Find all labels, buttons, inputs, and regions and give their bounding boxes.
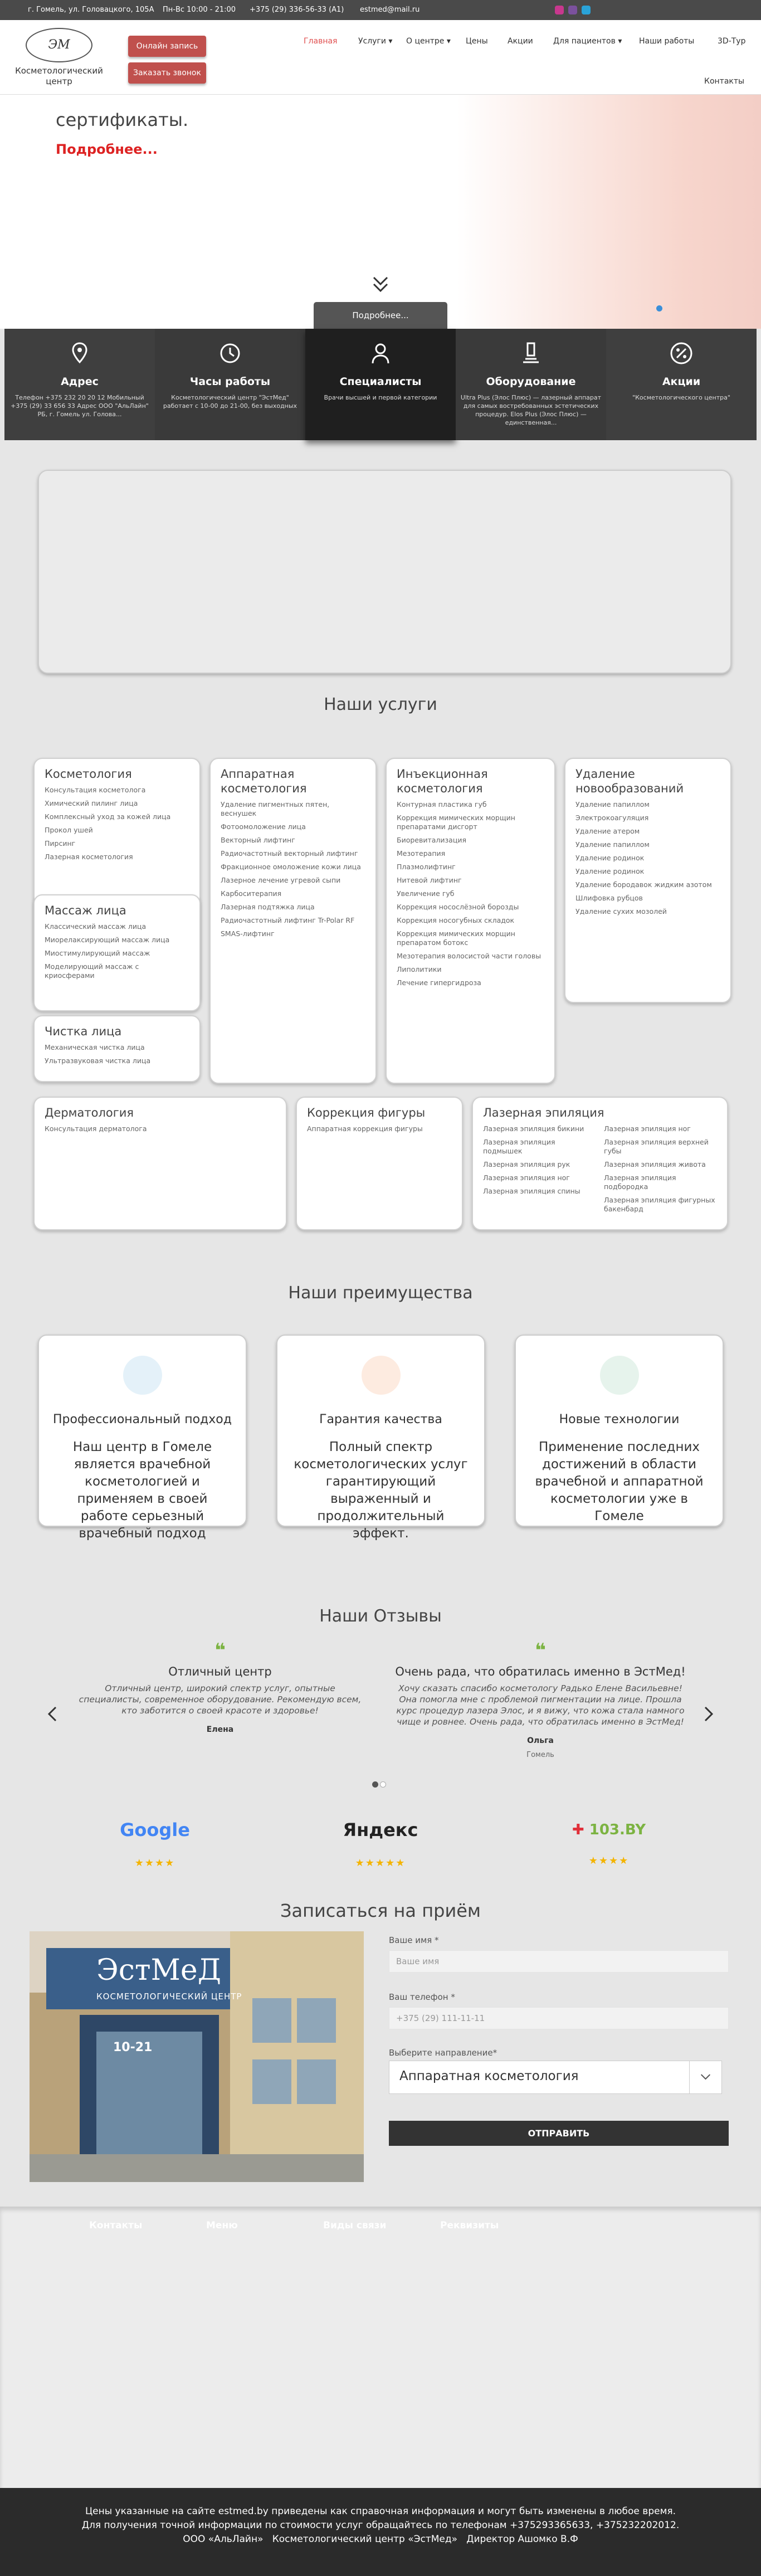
rating-google[interactable] bbox=[99, 1819, 211, 1869]
photo-hours: 10-21 bbox=[113, 2041, 153, 2054]
nav-services-label: Услуги bbox=[358, 37, 386, 46]
strip-address[interactable] bbox=[4, 329, 155, 440]
service-link[interactable]: Лазерная эпиляция верхней губы bbox=[604, 1138, 709, 1155]
order-call-button[interactable]: Заказать звонок bbox=[128, 62, 206, 84]
service-link[interactable]: Удаление пигментных пятен, веснушек bbox=[221, 800, 330, 817]
review-text: Хочу сказать спасибо косметологу Радько Елене Васильевне! Она помогла мне с проблемой пигментации на лице. Прошла курс процедур лазера Элос, и я вижу, что кожа стала намного чище и ровнее. Очень рада, что обратилась именно в ЭстМед! bbox=[396, 1683, 685, 1727]
chevron-left-icon[interactable] bbox=[47, 1705, 58, 1723]
name-label: Ваше имя * bbox=[389, 1935, 439, 1945]
review-text: Отличный центр, широкий спектр услуг, опытные специалисты, современное оборудование. Рекомендую всем, кто заботится о своей красоте и здоровье! bbox=[79, 1683, 362, 1716]
service-link[interactable]: Лазерная эпиляция спины bbox=[483, 1187, 580, 1195]
service-link[interactable]: Удаление сухих мозолей bbox=[575, 907, 667, 916]
advantage-title: Профессиональный подход bbox=[53, 1413, 232, 1426]
service-link[interactable]: SMAS-лифтинг bbox=[221, 929, 275, 938]
strip-title: Специалисты bbox=[339, 376, 422, 388]
review-dots[interactable] bbox=[372, 1781, 389, 1788]
service-link[interactable]: Ультразвуковая чистка лица bbox=[45, 1056, 151, 1065]
service-link[interactable]: Лечение гипергидроза bbox=[397, 978, 481, 987]
advantages-title: Наши преимущества bbox=[288, 1283, 473, 1303]
strip-text: Ultra Plus (Элос Плюс) — лазерный аппарат для самых востребованных эстетических процедур. Elos Plus (Элос Плюс) — единственная... bbox=[460, 394, 602, 426]
percent-icon bbox=[668, 340, 695, 367]
equipment-icon bbox=[518, 340, 544, 367]
service-card-laser[interactable] bbox=[472, 1097, 728, 1230]
contact-notice-text: Для получения точной информации по стоимости услуг обращайтесь по телефонам +375293365633, +375232202012. bbox=[81, 2520, 680, 2531]
review-author: Ольга bbox=[527, 1736, 554, 1745]
service-link[interactable]: Консультация косметолога bbox=[45, 786, 146, 794]
service-link[interactable]: Фотоомоложение лица bbox=[221, 822, 306, 831]
service-link[interactable]: Удаление бородавок жидким азотом bbox=[575, 880, 712, 889]
photo-subtitle: КОСМЕТОЛОГИЧЕСКИЙ ЦЕНТР bbox=[96, 1991, 242, 2002]
footer-col-contacts: Контакты bbox=[89, 2220, 143, 2231]
technology-icon bbox=[600, 1356, 639, 1395]
service-card-title: Косметология bbox=[45, 767, 132, 781]
direction-value: Аппаратная косметология bbox=[399, 2069, 579, 2083]
service-link[interactable]: Классический массаж лица bbox=[45, 922, 147, 931]
service-link[interactable]: Коррекция носослёзной борозды bbox=[397, 903, 519, 911]
rating-yandex[interactable] bbox=[325, 1819, 436, 1869]
review-title: Очень рада, что обратилась именно в ЭстМед! bbox=[395, 1665, 686, 1678]
103by-logo bbox=[553, 1822, 665, 1838]
service-card-figure[interactable] bbox=[296, 1097, 463, 1230]
online-booking-button[interactable]: Онлайн запись bbox=[128, 36, 206, 57]
logo[interactable] bbox=[14, 28, 104, 87]
slider-dot[interactable] bbox=[656, 305, 662, 311]
footer bbox=[0, 2207, 761, 2488]
viber-icon[interactable] bbox=[568, 6, 577, 14]
advantage-card bbox=[515, 1335, 724, 1527]
footer-col-requisites: Реквизиты bbox=[440, 2220, 499, 2231]
service-link[interactable]: Механическая чистка лица bbox=[45, 1043, 145, 1051]
review-title: Отличный центр bbox=[168, 1665, 272, 1678]
bottom-bar bbox=[0, 2488, 761, 2576]
services-title: Наши услуги bbox=[324, 695, 437, 714]
service-card-massage[interactable] bbox=[33, 894, 201, 1011]
rating-103by[interactable] bbox=[553, 1819, 665, 1867]
advantage-title: Гарантия качества bbox=[319, 1413, 442, 1426]
service-card-title: Инъекционная косметология bbox=[397, 767, 488, 795]
service-link[interactable]: Липолитики bbox=[397, 965, 442, 973]
service-card-dermatology[interactable] bbox=[33, 1097, 287, 1230]
top-bar bbox=[0, 0, 761, 20]
strip-title: Адрес bbox=[61, 376, 99, 388]
footer-col-communication: Виды связи bbox=[323, 2220, 387, 2231]
chevron-down-icon: ▾ bbox=[388, 37, 393, 46]
nav-works[interactable]: Наши работы bbox=[639, 37, 695, 46]
review-city: Гомель bbox=[526, 1751, 554, 1759]
strip-hours[interactable] bbox=[155, 329, 305, 440]
quote-icon: ❝ bbox=[535, 1639, 546, 1662]
hours-text: Пн-Вс 10:00 - 21:00 bbox=[163, 6, 236, 14]
service-link[interactable]: Лазерная эпиляция фигурных бакенбард bbox=[604, 1196, 715, 1213]
rating-stars: ★★★★ bbox=[588, 1855, 630, 1867]
clinic-photo bbox=[30, 1931, 364, 2182]
hero-text: сертификаты. bbox=[56, 109, 189, 130]
instagram-icon[interactable] bbox=[555, 6, 564, 14]
service-link[interactable]: Радиочастотный лифтинг Tr-Polar RF bbox=[221, 916, 355, 924]
submit-button[interactable]: ОТПРАВИТЬ bbox=[389, 2121, 729, 2146]
advantage-text: Применение последних достижений в области врачебной и аппаратной косметологии уже в Гомеле bbox=[535, 1440, 704, 1523]
strip-promotions[interactable] bbox=[606, 329, 757, 440]
form-title: Записаться на приём bbox=[280, 1900, 481, 1921]
service-link[interactable]: Консультация дерматолога bbox=[45, 1124, 147, 1133]
address-text: г. Гомель, ул. Головацкого, 105А bbox=[28, 6, 154, 14]
service-link[interactable]: Лазерная эпиляция подмышек bbox=[483, 1138, 555, 1155]
service-link[interactable]: Моделирующий массаж с криосферами bbox=[45, 962, 139, 980]
site-header bbox=[0, 20, 761, 95]
service-link[interactable]: Лазерная эпиляция подбородка bbox=[604, 1173, 676, 1191]
chevron-down-icon: ▾ bbox=[446, 37, 451, 46]
service-link[interactable]: Удаление папиллом bbox=[575, 840, 650, 849]
advantage-card bbox=[38, 1335, 247, 1541]
service-link[interactable]: Шлифовка рубцов bbox=[575, 894, 643, 902]
service-link[interactable]: Лазерная эпиляция рук bbox=[483, 1160, 570, 1168]
nav-3d-tour[interactable]: 3D-Тур bbox=[718, 37, 746, 46]
service-link[interactable]: Удаление папиллом bbox=[575, 800, 650, 809]
nav-about[interactable] bbox=[406, 37, 451, 46]
nav-patients[interactable] bbox=[553, 37, 622, 46]
service-link[interactable]: Прокол ушей bbox=[45, 826, 93, 834]
service-link[interactable]: Химический пилинг лица bbox=[45, 799, 138, 807]
service-link[interactable]: Контурная пластика губ bbox=[397, 800, 487, 809]
service-card-title: Массаж лица bbox=[45, 904, 126, 917]
service-link[interactable]: Карбоситерапия bbox=[221, 889, 282, 898]
service-link[interactable]: Мезотерапия bbox=[397, 849, 446, 858]
direction-select[interactable] bbox=[389, 2061, 722, 2094]
strip-title: Часы работы bbox=[189, 376, 271, 388]
logo-text: Косметологический центр bbox=[15, 66, 103, 86]
service-card-injection[interactable] bbox=[386, 758, 555, 1084]
review-card bbox=[390, 1639, 691, 1759]
location-icon bbox=[66, 340, 93, 367]
chevron-down-icon: ▾ bbox=[618, 37, 622, 46]
service-card-cleaning[interactable] bbox=[33, 1015, 201, 1082]
direction-label: Выберите направление* bbox=[389, 2048, 497, 2058]
rating-stars: ★★★★ bbox=[134, 1857, 175, 1869]
service-link[interactable]: Удаление родинок bbox=[575, 854, 645, 862]
specialist-icon bbox=[367, 340, 394, 367]
advantage-text: Наш центр в Гомеле является врачебной косметологией и применяем в своей работе серьезный врачебный подход bbox=[72, 1440, 212, 1541]
yandex-logo: Яндекс bbox=[343, 1819, 418, 1840]
google-logo: Google bbox=[120, 1819, 190, 1840]
clock-icon bbox=[217, 340, 243, 367]
nav-contacts[interactable]: Контакты bbox=[704, 77, 745, 86]
plus-icon: ✚ bbox=[572, 1822, 584, 1838]
service-link[interactable]: Увеличение губ bbox=[397, 889, 455, 898]
telegram-icon[interactable] bbox=[582, 6, 591, 14]
service-link[interactable]: Коррекция носогубных складок bbox=[397, 916, 515, 924]
hero-more-button[interactable]: Подробнее... bbox=[314, 302, 447, 329]
service-link[interactable]: Миорелаксирующий массаж лица bbox=[45, 936, 170, 944]
service-card-removal[interactable] bbox=[564, 758, 731, 1003]
service-link[interactable]: Удаление родинок bbox=[575, 867, 645, 875]
quality-icon bbox=[362, 1356, 401, 1395]
disclaimer-text: Цены указанные на сайте estmed.by приведены как справочная информация и могут быть изменены в любое время. bbox=[85, 2506, 676, 2517]
service-link[interactable]: Лазерная эпиляция ног bbox=[604, 1124, 691, 1133]
hero-more-link[interactable]: Подробнее... bbox=[56, 142, 158, 157]
103by-logo-text: 103.BY bbox=[589, 1822, 646, 1838]
phone-input[interactable]: +375 (29) 111-11-11 bbox=[389, 2007, 729, 2029]
service-link[interactable]: Пирсинг bbox=[45, 839, 76, 848]
strip-title: Акции bbox=[662, 376, 701, 388]
logo-mark-icon: ЭМ bbox=[26, 28, 92, 62]
name-input[interactable]: Ваше имя bbox=[389, 1950, 729, 1973]
service-link[interactable]: Лазерная подтяжка лица bbox=[221, 903, 315, 911]
service-link[interactable]: Радиочастотный векторный лифтинг bbox=[221, 849, 358, 858]
advantage-card bbox=[276, 1335, 485, 1541]
service-card-title: Аппаратная косметология bbox=[221, 767, 307, 795]
review-author: Елена bbox=[206, 1725, 234, 1734]
service-link[interactable]: Лазерная косметология bbox=[45, 853, 133, 861]
professional-icon bbox=[123, 1356, 162, 1395]
rating-stars: ★★★★★ bbox=[355, 1857, 406, 1869]
service-link[interactable]: Миостимулирующий массаж bbox=[45, 949, 150, 957]
strip-text: Косметологический центр "ЭстМед" работает с 10-00 до 21-00, без выходных bbox=[163, 394, 297, 410]
service-link[interactable]: Мезотерапия волосистой части головы bbox=[397, 952, 542, 960]
strip-text: "Косметологического центра" bbox=[632, 394, 730, 401]
service-card-title: Лазерная эпиляция bbox=[483, 1106, 604, 1119]
footer-col-menu: Меню bbox=[206, 2220, 238, 2231]
service-link[interactable]: Лазерная эпиляция ног bbox=[483, 1173, 570, 1182]
advantage-text: Полный спектр косметологических услуг гарантирующий выраженный и продолжительный эффект. bbox=[294, 1440, 468, 1541]
service-card-title: Удаление новообразований bbox=[575, 767, 684, 795]
nav-services[interactable] bbox=[358, 37, 392, 46]
hero-slider bbox=[0, 95, 761, 329]
strip-specialists[interactable] bbox=[305, 329, 456, 440]
nav-patients-label: Для пациентов bbox=[553, 37, 616, 46]
advantage-title: Новые технологии bbox=[559, 1413, 680, 1426]
map-frame[interactable] bbox=[38, 470, 731, 674]
service-link[interactable]: Лазерная эпиляция живота bbox=[604, 1160, 706, 1168]
phone-link[interactable]: +375 (29) 336-56-33 (A1) bbox=[250, 6, 344, 14]
email-link[interactable]: estmed@mail.ru bbox=[360, 6, 420, 14]
chevron-down-icon[interactable] bbox=[689, 2061, 721, 2093]
quote-icon: ❝ bbox=[214, 1639, 226, 1662]
service-link[interactable]: Лазерное лечение угревой сыпи bbox=[221, 876, 341, 884]
double-chevron-down-icon[interactable] bbox=[369, 273, 392, 295]
strip-title: Оборудование bbox=[486, 376, 576, 388]
service-card-title: Чистка лица bbox=[45, 1025, 122, 1038]
phone-label: Ваш телефон * bbox=[389, 1992, 455, 2002]
service-link[interactable]: Биоревитализация bbox=[397, 836, 466, 844]
service-link[interactable]: Нитевой лифтинг bbox=[397, 876, 462, 884]
service-link[interactable]: Лазерная эпиляция бикини bbox=[483, 1124, 584, 1133]
service-link[interactable]: Коррекция мимических морщин препаратом ботокс bbox=[397, 929, 515, 947]
nav-promotions[interactable]: Акции bbox=[508, 37, 533, 46]
service-link[interactable]: Удаление атером bbox=[575, 827, 640, 835]
service-card-title: Дерматология bbox=[45, 1106, 134, 1119]
info-strip bbox=[4, 329, 757, 440]
photo-sign: ЭстМеД bbox=[96, 1954, 221, 1987]
company-text: ООО «АльЛайн» Косметологический центр «ЭстМед» Директор Ашомко В.Ф bbox=[183, 2534, 578, 2545]
chevron-right-icon[interactable] bbox=[703, 1705, 714, 1723]
service-link[interactable]: Плазмолифтинг bbox=[397, 863, 456, 871]
service-link[interactable]: Коррекция мимических морщин препаратами дисгорт bbox=[397, 814, 515, 831]
reviews-title: Наши Отзывы bbox=[319, 1606, 442, 1626]
service-link[interactable]: Фракционное омоложение кожи лица bbox=[221, 863, 361, 871]
nav-home[interactable]: Главная bbox=[304, 37, 338, 46]
strip-text: Телефон +375 232 20 20 12 Мобильный +375 (29) 33 656 33 Адрес ООО "АльЛайн" РБ, г. Гомель ул. Голова... bbox=[11, 394, 149, 418]
service-link[interactable]: Комплексный уход за кожей лица bbox=[45, 812, 171, 821]
nav-about-label: О центре bbox=[406, 37, 445, 46]
service-link[interactable]: Электрокоагуляция bbox=[575, 814, 649, 822]
strip-equipment[interactable] bbox=[456, 329, 606, 440]
review-card bbox=[78, 1639, 362, 1734]
nav-prices[interactable]: Цены bbox=[466, 37, 488, 46]
service-card-title: Коррекция фигуры bbox=[307, 1106, 426, 1119]
service-link[interactable]: Аппаратная коррекция фигуры bbox=[307, 1124, 423, 1133]
service-card-hardware[interactable] bbox=[209, 758, 377, 1084]
strip-text: Врачи высшей и первой категории bbox=[324, 394, 437, 401]
service-link[interactable]: Векторный лифтинг bbox=[221, 836, 295, 844]
